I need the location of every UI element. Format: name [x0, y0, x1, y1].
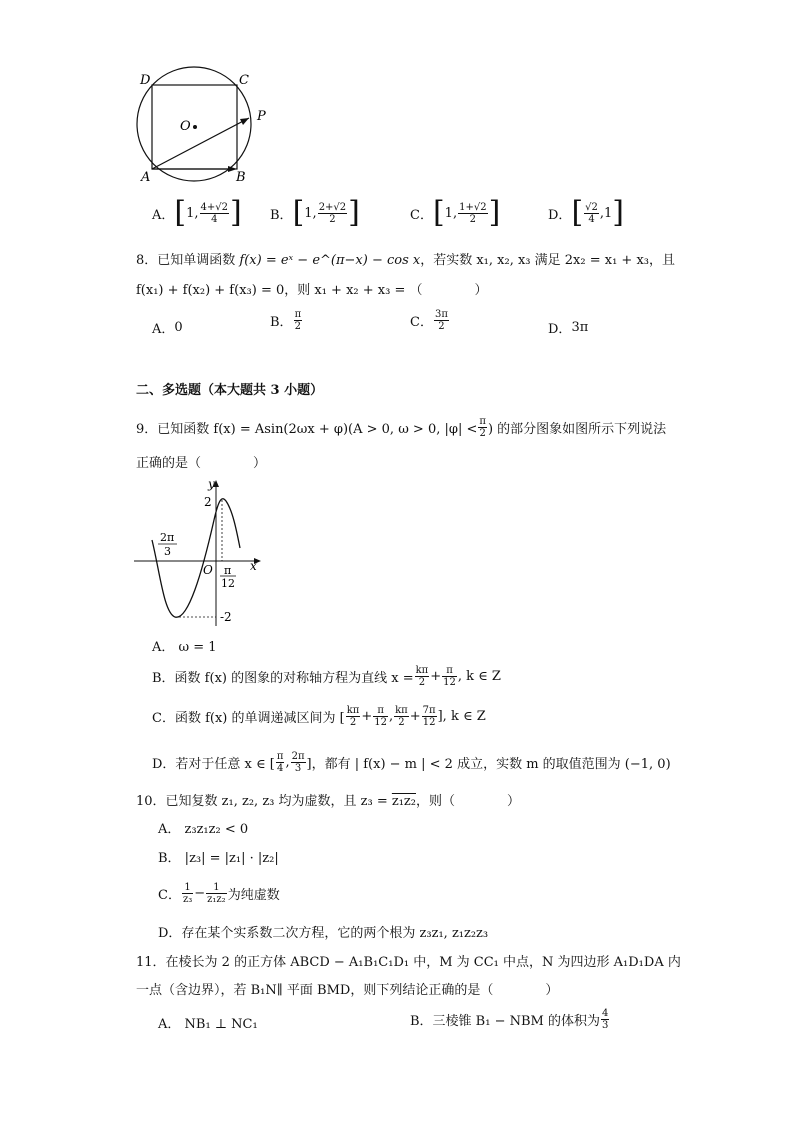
- q8-option-a[interactable]: A． 0: [152, 320, 183, 337]
- axis-x-label: x: [250, 559, 257, 573]
- y-max-label: 2: [204, 495, 212, 509]
- q8-stem-line1: 8．已知单调函数 f(x) = eˣ − e^(π−x) − cos x，若实数 x₁, x₂, x₃ 满足 2x₂ = x₁ + x₃，且: [136, 253, 675, 268]
- right-tick-num: π: [224, 564, 232, 577]
- q8-option-b[interactable]: B． $\frac{\pi}{2}$: [270, 309, 302, 332]
- q11-stem-line1: 11．在棱长为 2 的正方体 ABCD − A₁B₁C₁D₁ 中，M 为 CC₁ 中点，N 为四边形 A₁D₁DA 内: [136, 955, 681, 970]
- q8-stem-line2: f(x₁) + f(x₂) + f(x₃) = 0，则 x₁ + x₂ + x₃ = （ ）: [136, 283, 488, 298]
- q7-figure: [128, 66, 278, 188]
- q7-option-c[interactable]: C． [ 1, $\frac{1+√2}{2}$ ]: [410, 195, 501, 230]
- q11-option-b[interactable]: B．三棱锥 B₁ − NBM 的体积为 $\frac{4}{3}$: [410, 1008, 609, 1031]
- label-P: P: [257, 109, 266, 124]
- label-B: B: [236, 170, 246, 185]
- q11-option-a[interactable]: A． NB₁ ⊥ NC₁: [158, 1017, 258, 1032]
- label-C: C: [239, 73, 249, 88]
- q9-graph: [130, 478, 265, 628]
- q9-option-c[interactable]: C．函数 f(x) 的单调递减区间为 [ $\frac{k\pi}{2}$ + $\frac{\pi}{12}$ , $\frac{k\pi}{2}$ + $\frac{7\pi}{12}$ ], k ∈ Z: [152, 705, 486, 728]
- section-heading: 二、多选题（本大题共 3 小题）: [136, 383, 324, 398]
- q10-option-b[interactable]: B． |z₃| = |z₁| · |z₂|: [158, 851, 279, 866]
- q8-option-c[interactable]: C． $\frac{3\pi}{2}$: [410, 309, 448, 332]
- q7-option-a[interactable]: A． [ 1, $\frac{4+√2}{4}$ ]: [152, 195, 242, 230]
- q11-stem-line2: 一点（含边界），若 B₁N∥ 平面 BMD，则下列结论正确的是（ ）: [136, 983, 559, 998]
- q7-option-d[interactable]: D． [ $\frac{√2}{4}$ ,1 ]: [548, 195, 625, 230]
- q7-option-b[interactable]: B． [ 1, $\frac{2+√2}{2}$ ]: [270, 195, 360, 230]
- q10-stem: 10．已知复数 z₁, z₂, z₃ 均为虚数，且 z₃ = z₁z₂，则（ ）: [136, 794, 521, 809]
- q10-option-c[interactable]: C． $\frac{1}{\text{z₃}}$ − $\frac{1}{\text{z₁z₂}}$ 为纯虚数: [158, 882, 280, 905]
- label-O: O: [180, 119, 191, 134]
- q9-option-a[interactable]: A． ω = 1: [152, 640, 217, 655]
- label-A: A: [141, 170, 151, 185]
- y-min-label: -2: [220, 610, 232, 624]
- origin-label: O: [203, 563, 213, 577]
- q10-option-d[interactable]: D．存在某个实系数二次方程，它的两个根为 z₃z₁, z₁z₂z₃: [158, 926, 489, 941]
- right-tick-den: 12: [221, 577, 235, 590]
- left-tick-num: 2π: [160, 531, 175, 544]
- q9-stem-line1: 9．已知函数 f(x) = Asin(2ωx + φ)(A > 0, ω > 0, |φ| < $\frac{\pi}{2}$ ) 的部分图象如图所示下列说法: [136, 416, 667, 439]
- q9-stem-line2: 正确的是（ ）: [136, 456, 267, 471]
- axis-y-label: y: [208, 478, 215, 491]
- label-D: D: [140, 73, 151, 88]
- q8-option-d[interactable]: D． 3π: [548, 320, 589, 337]
- left-tick-den: 3: [164, 545, 171, 558]
- q9-option-d[interactable]: D．若对于任意 x ∈ [ $\frac{\pi}{4}$ , $\frac{2\pi}{3}$ ]，都有 | f(x) − m | < 2 成立，实数 m 的取值范围为 (−1, 0): [152, 751, 671, 774]
- q10-option-a[interactable]: A． z₃z₁z₂ < 0: [158, 822, 249, 837]
- q9-option-b[interactable]: B．函数 f(x) 的图象的对称轴方程为直线 x = $\frac{k\pi}{2}$ + $\frac{\pi}{12}$ , k ∈ Z: [152, 665, 501, 688]
